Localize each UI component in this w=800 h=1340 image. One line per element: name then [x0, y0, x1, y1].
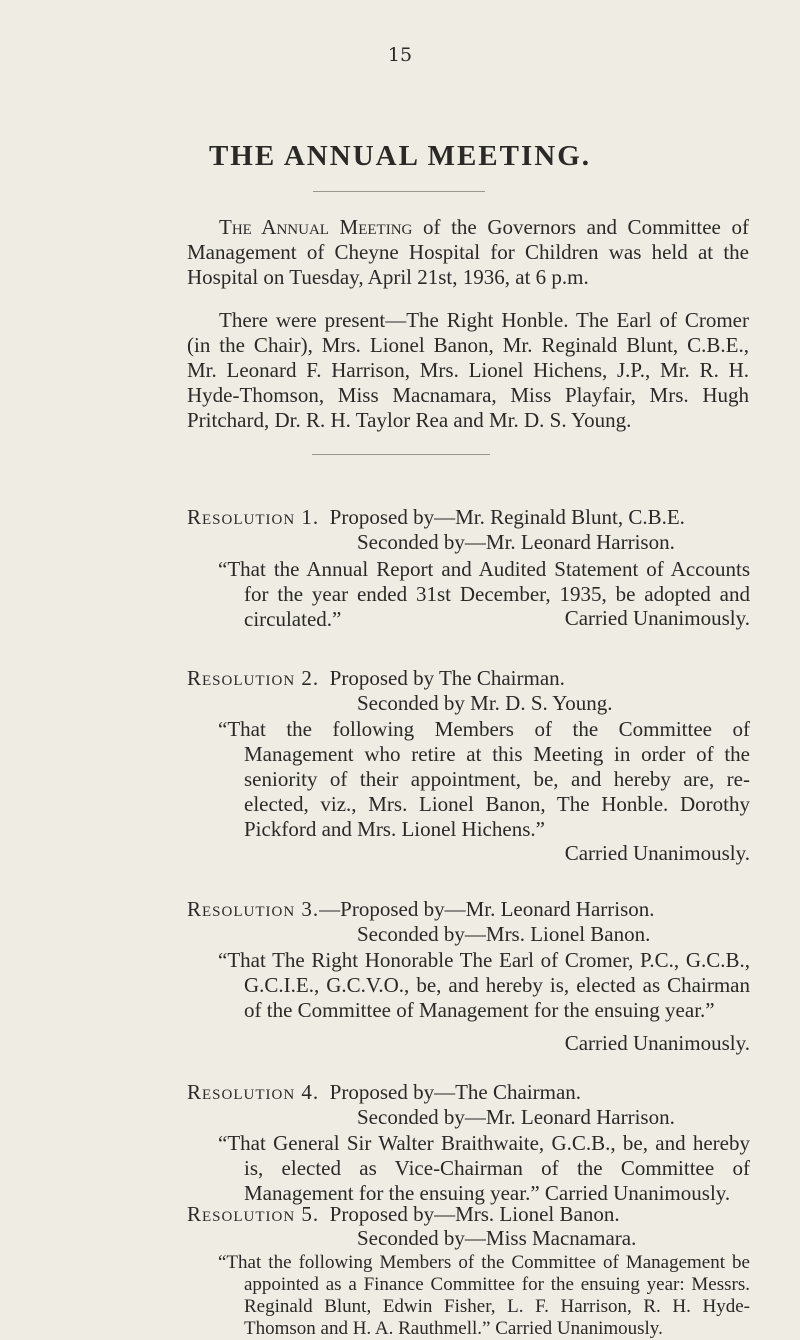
resolution-3-header — [187, 897, 767, 921]
resolution-label: Resolution 5. — [187, 1202, 320, 1226]
resolution-1-header — [187, 505, 767, 529]
section-divider — [312, 454, 490, 455]
resolution-5-seconded: Seconded by—Miss Macnamara. — [357, 1226, 637, 1250]
attendees-paragraph: There were present—The Right Honble. The Earl of Cromer (in the Chair), Mrs. Lionel Banon, Mr. Reginald Blunt, C.B.E., Mr. Leonard F. Harrison, Mrs. Lionel Hichens, J.P., Mr. R. H. Hyde-Thomson, Miss Macnamara, Miss Playfair, Mrs. Hugh Pritchard, Dr. R. H. Taylor Rea and Mr. D. S. Young. — [187, 308, 749, 432]
resolution-4-seconded: Seconded by—Mr. Leonard Harrison. — [357, 1105, 675, 1129]
resolution-1-text: “That the Annual Report and Audited Statement of Accounts for the year ended 31st December, 1935, be adopted and circulated.” — [218, 557, 750, 631]
resolution-5-header — [187, 1202, 767, 1226]
resolution-1-result: Carried Unanimously. — [564, 606, 750, 630]
resolution-label: Resolution 3. — [187, 897, 320, 921]
resolution-label: Resolution 2. — [187, 666, 320, 690]
resolution-5-text: “That the following Members of the Committee of Management be appointed as a Finance Committee for the ensuing year: Messrs. Reginald Blunt, Edwin Fisher, L. F. Harrison, R. H. Hyde-Thomson and H. A. Rauthmell.” Carried Unanimously. — [218, 1252, 750, 1339]
resolution-proposed: Proposed by The Chairman. — [329, 666, 565, 690]
page-number: 15 — [387, 44, 413, 66]
resolution-proposed: Proposed by—Mrs. Lionel Banon. — [329, 1202, 620, 1226]
intro-text: of the Governors and Committee of Management of Cheyne Hospital for Children was held at the Hospital on Tuesday, April 21st, 1936, at 6 p.m. — [187, 215, 749, 289]
resolution-1-seconded: Seconded by—Mr. Leonard Harrison. — [357, 530, 675, 554]
resolution-3-seconded: Seconded by—Mrs. Lionel Banon. — [357, 922, 651, 946]
resolution-4-header — [187, 1080, 767, 1104]
resolution-proposed: —Proposed by—Mr. Leonard Harrison. — [319, 897, 655, 921]
resolution-2-seconded: Seconded by Mr. D. S. Young. — [357, 691, 613, 715]
resolution-4-text: “That General Sir Walter Braithwaite, G.C.B., be, and hereby is, elected as Vice-Chairman of the Committee of Management for the ensuing year.” Carried Unanimously. — [218, 1131, 750, 1205]
resolution-2-header — [187, 666, 767, 690]
resolution-proposed: Proposed by—Mr. Reginald Blunt, C.B.E. — [329, 505, 685, 529]
resolution-5-result: Carried Unanimously. — [490, 1318, 663, 1339]
resolution-3-text: “That The Right Honorable The Earl of Cromer, P.C., G.C.B., G.C.I.E., G.C.V.O., be, and hereby is, elected as Chairman of the Committee of Management for the ensuing year.” — [218, 948, 750, 1022]
resolution-label: Resolution 1. — [187, 505, 320, 529]
resolution-2-result: Carried Unanimously. — [564, 841, 750, 865]
intro-paragraph-1 — [187, 215, 749, 290]
resolution-label: Resolution 4. — [187, 1080, 320, 1104]
resolution-3-result: Carried Unanimously. — [564, 1031, 750, 1055]
page-title: THE ANNUAL MEETING. — [208, 140, 592, 172]
resolution-proposed: Proposed by—The Chairman. — [329, 1080, 582, 1104]
intro-lead: The Annual Meeting — [219, 215, 413, 239]
resolution-4-result: Carried Unanimously. — [539, 1181, 731, 1205]
title-divider — [313, 191, 485, 192]
resolution-2-text: “That the following Members of the Committee of Management who retire at this Meeting in order of the seniority of their appointment, be, and hereby are, re-elected, viz., Mrs. Lionel Banon, The Honble. Dorothy Pickford and Mrs. Lionel Hichens.” — [218, 717, 750, 841]
